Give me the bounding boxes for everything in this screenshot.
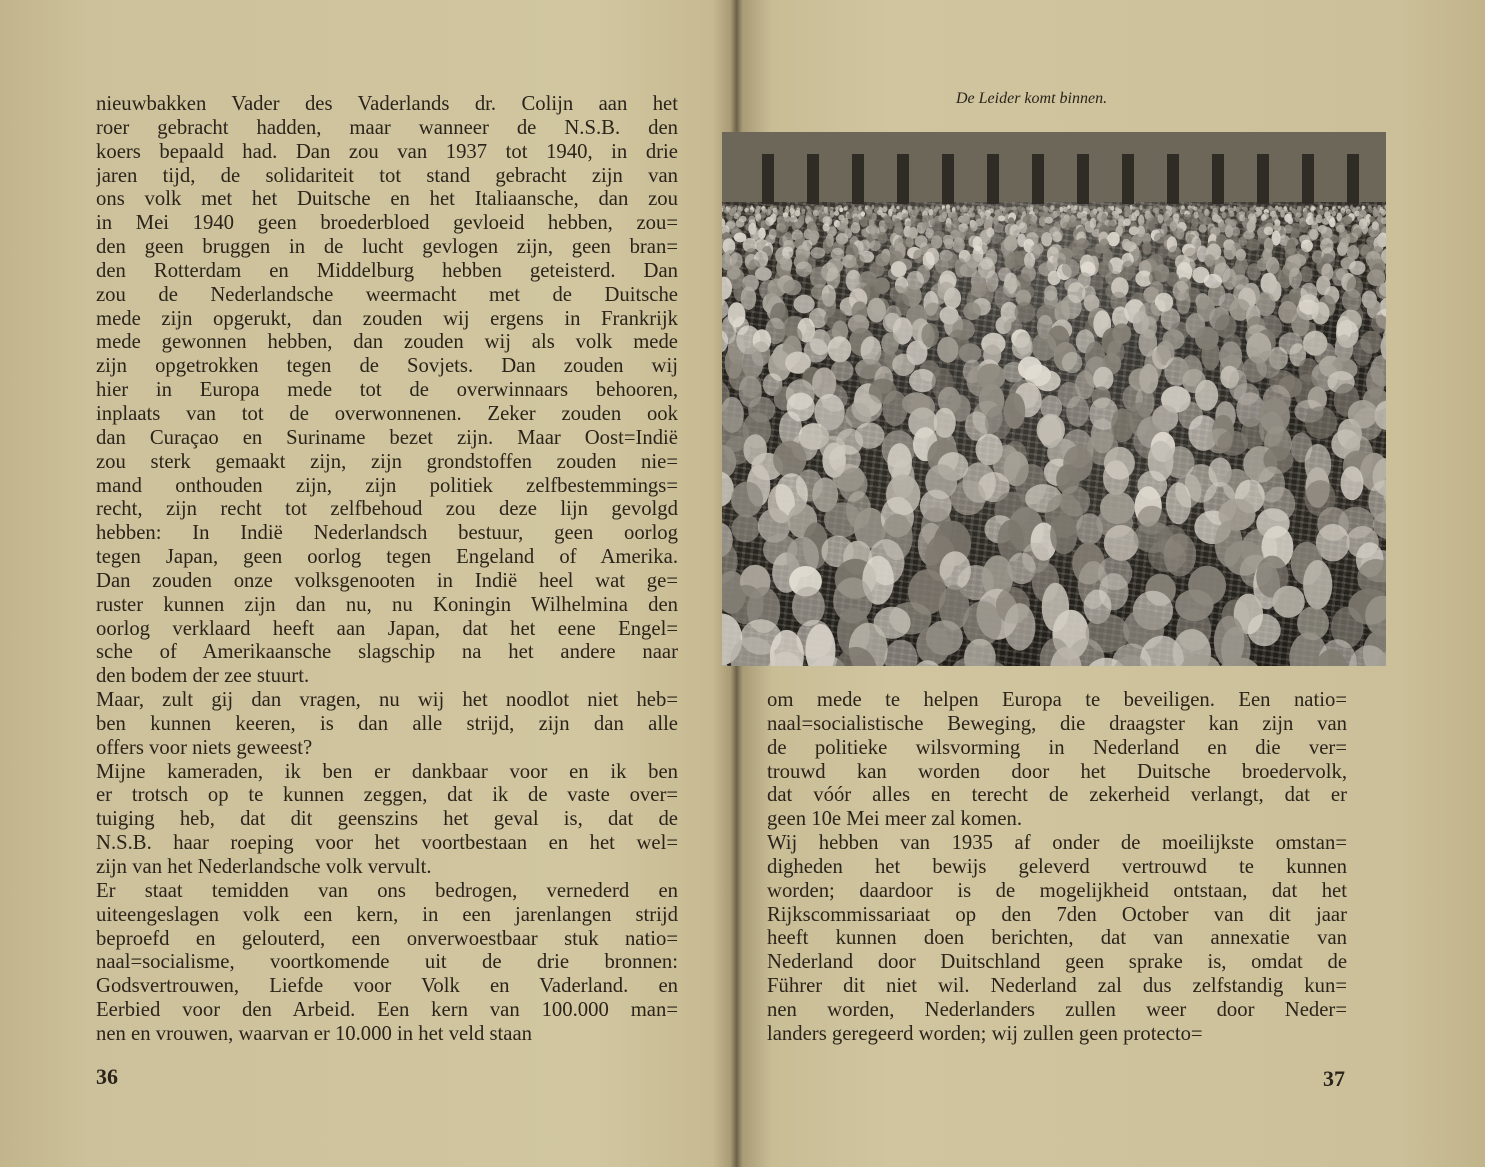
crowd-head xyxy=(867,298,886,323)
crowd-head xyxy=(1199,224,1207,232)
left-body-text xyxy=(96,93,678,1047)
text-line: Maar, zult gij dan vragen, nu wij het noodlot niet heb= xyxy=(96,689,678,712)
crowd-head xyxy=(1176,228,1184,239)
crowd-head xyxy=(1300,221,1309,232)
crowd-head xyxy=(1331,211,1336,216)
crowd-photograph xyxy=(722,132,1386,666)
crowd-head xyxy=(777,210,783,216)
text-line: dan Curaçao en Suriname bezet zijn. Maar Oost=Indië xyxy=(96,426,678,449)
text-line: worden; daardoor is de mogelijkheid ontstaan, dat het xyxy=(767,879,1347,902)
crowd-head xyxy=(1256,209,1262,216)
text-line: uiteengeslagen volk een kern, in een jarenlangen strijd xyxy=(96,903,678,926)
crowd-head xyxy=(1090,205,1094,209)
crowd-head xyxy=(1220,207,1225,212)
text-line: heeft kunnen doen berichten, dat van annexatie van xyxy=(767,927,1347,950)
banner-stripe xyxy=(807,154,819,204)
text-line: ben kunnen keeren, is dan alle strijd, zijn dan alle xyxy=(96,712,678,735)
crowd-head xyxy=(828,336,852,362)
crowd-head xyxy=(1139,205,1142,210)
banner-stripe xyxy=(1257,154,1269,204)
text-line: Rijkscommissariaat op den 7den October van dit jaar xyxy=(767,903,1347,926)
banner-stripe xyxy=(852,154,864,204)
crowd-head xyxy=(921,323,939,347)
banner-stripe xyxy=(942,154,954,204)
crowd-head xyxy=(1224,243,1236,260)
text-line: er trotsch op te kunnen zeggen, dat ik de vaste over= xyxy=(96,784,678,807)
crowd-head xyxy=(732,514,760,542)
crowd-head xyxy=(1052,231,1062,242)
text-line: hebben: In Indië Nederlandsch bestuur, geen oorlog xyxy=(96,522,678,545)
crowd-head xyxy=(944,238,953,249)
text-line: Mijne kameraden, ik ben er dankbaar voor en ik ben xyxy=(96,760,678,783)
crowd-head xyxy=(845,205,849,210)
text-line: nieuwbakken Vader des Vaderlands dr. Colijn aan het xyxy=(96,93,678,115)
crowd-head xyxy=(1305,406,1337,439)
crowd-head xyxy=(1193,207,1197,211)
text-line: den bodem der zee stuurt. xyxy=(96,665,310,688)
crowd-head xyxy=(792,222,801,231)
crowd-head xyxy=(1031,333,1056,361)
banner-stripe xyxy=(1212,154,1224,204)
crowd-head xyxy=(892,354,915,376)
text-line: N.S.B. haar roeping voor het voortbestaan en het wel= xyxy=(96,832,678,855)
hall-background xyxy=(722,132,1386,202)
crowd-head xyxy=(1049,209,1053,213)
crowd-head xyxy=(860,217,868,228)
banner-stripe xyxy=(762,154,774,204)
text-line: zou de Nederlandsche weermacht met de Duitsche xyxy=(96,283,678,306)
crowd-head xyxy=(1312,302,1330,325)
text-line: ruster kunnen zijn dan nu, nu Koningin Wilhelmina den xyxy=(96,593,678,616)
crowd-head xyxy=(759,206,762,210)
text-line: beproefd en gelouterd, een onverwoestbaar stuk natio= xyxy=(96,927,678,950)
banner-stripe xyxy=(1032,154,1044,204)
crowd-head xyxy=(859,240,870,253)
crowd-head xyxy=(994,223,1003,233)
crowd-head xyxy=(1287,217,1293,224)
text-line: ons volk met het Duitsche en het Italiaansche, dan zou xyxy=(96,188,678,211)
crowd-head xyxy=(1198,208,1202,212)
crowd-head xyxy=(970,212,976,217)
crowd-head xyxy=(882,207,887,213)
text-line: tuiging heb, dat dit geenszins het geval is, dat de xyxy=(96,808,678,831)
text-line: mede zijn opgerukt, dan zouden wij ergens in Frankrijk xyxy=(96,307,678,330)
crowd-head xyxy=(995,205,998,209)
crowd-head xyxy=(1035,370,1061,391)
text-line: mede gewonnen hebben, dan zouden wij als volk mede xyxy=(96,331,678,354)
crowd-head xyxy=(852,394,883,422)
crowd-head xyxy=(766,209,771,216)
page-number-left: 36 xyxy=(96,1064,118,1089)
crowd-head xyxy=(1272,586,1304,618)
crowd-head xyxy=(1344,216,1353,224)
banner-stripe xyxy=(987,154,999,204)
crowd-head xyxy=(1201,341,1220,371)
text-line: zou sterk gemaakt zijn, zijn grondstoffen zouden nie= xyxy=(96,450,678,473)
crowd-head xyxy=(913,250,924,263)
crowd-head xyxy=(755,267,772,281)
crowd-head xyxy=(870,240,881,251)
crowd-head xyxy=(937,337,958,363)
crowd-head xyxy=(1305,205,1309,208)
crowd-head xyxy=(1284,209,1288,213)
crowd-head xyxy=(734,213,739,219)
crowd-head xyxy=(1204,209,1209,217)
crowd-head xyxy=(1291,228,1300,238)
crowd-head xyxy=(882,391,907,427)
text-line: recht, zijn recht tot zelfbehoud zou deze lijn gevolgd xyxy=(96,498,678,521)
crowd-head xyxy=(924,303,942,321)
banner-stripe xyxy=(1077,154,1089,204)
crowd-head xyxy=(1381,209,1386,216)
right-body-text xyxy=(767,689,1347,1047)
crowd-head xyxy=(1131,212,1137,221)
crowd-head xyxy=(1248,614,1281,646)
text-line: Eerbied voor den Arbeid. Een kern van 100.000 man= xyxy=(96,999,678,1022)
crowd-head xyxy=(964,207,968,212)
crowd-head xyxy=(783,280,801,296)
crowd-head xyxy=(722,299,729,320)
text-line: zijn van het Nederlandsche volk vervult. xyxy=(96,856,432,878)
text-line: digheden het bewijs geleverd vertrouwd te kunnen xyxy=(767,855,1347,878)
text-line: Er staat temidden van ons bedrogen, vernederd en xyxy=(96,879,678,902)
text-line: om mede te helpen Europa te beveiligen. Een natio= xyxy=(767,689,1347,711)
crowd-head xyxy=(1004,236,1018,252)
text-line: zijn opgetrokken tegen de Sovjets. Dan zouden wij xyxy=(96,355,678,378)
crowd-head xyxy=(839,207,843,212)
crowd-head xyxy=(1368,225,1379,237)
crowd-head xyxy=(957,205,960,210)
crowd-head xyxy=(885,640,918,666)
crowd-head xyxy=(1345,205,1349,209)
crowd-head xyxy=(909,369,936,392)
crowd-head xyxy=(1318,210,1325,216)
crowd-head xyxy=(963,302,981,320)
crowd-head xyxy=(984,210,991,217)
text-line: Godsvertrouwen, Liefde voor Volk en Vaderland. en xyxy=(96,975,678,998)
crowd-head xyxy=(932,209,936,216)
crowd-head xyxy=(1362,206,1366,210)
crowd-head xyxy=(893,208,897,212)
crowd-head xyxy=(1154,207,1159,211)
crowd-head xyxy=(1218,431,1249,456)
crowd-head xyxy=(1045,217,1053,224)
text-line: Wij hebben van 1935 af onder de moeilijkste omstan= xyxy=(767,832,1347,855)
crowd-head xyxy=(747,210,753,216)
crowd-head xyxy=(891,261,907,277)
crowd-head xyxy=(1353,339,1372,366)
text-line: oorlog verklaard heeft aan Japan, dat het eene Engel= xyxy=(96,617,678,640)
crowd-head xyxy=(1060,207,1064,213)
crowd-head xyxy=(1385,205,1387,210)
text-line: roer gebracht hadden, maar wanneer de N.S.B. den xyxy=(96,116,678,139)
banner-stripe xyxy=(1347,154,1359,204)
crowd-head xyxy=(1041,232,1052,246)
crowd-head xyxy=(810,247,825,258)
crowd-head xyxy=(773,441,806,478)
text-line: Nederland door Duitschland geen sprake is, omdat de xyxy=(767,951,1347,974)
text-line: trouwd kan worden door het Duitsche broedervolk, xyxy=(767,760,1347,783)
text-line: naal=socialisme, voortkomende uit de drie bronnen: xyxy=(96,951,678,974)
text-line: in Mei 1940 geen broederbloed gevloeid hebben, zou= xyxy=(96,212,678,235)
crowd-head xyxy=(1362,225,1369,234)
crowd-head xyxy=(1149,206,1153,209)
crowd-head xyxy=(896,206,899,210)
banner-stripe xyxy=(1302,154,1314,204)
crowd-head xyxy=(1264,227,1274,236)
crowd-head xyxy=(1011,251,1023,270)
text-line: koers bepaald had. Dan zou van 1937 tot 1940, in drie xyxy=(96,140,678,163)
crowd-head xyxy=(1166,482,1191,524)
text-line: naal=socialistische Beweging, die draagster kan zijn van xyxy=(767,712,1347,735)
crowd-head xyxy=(847,213,853,219)
text-line: landers geregeerd worden; wij zullen geen protecto= xyxy=(767,1022,1203,1045)
crowd-head xyxy=(1044,207,1049,212)
crowd-head xyxy=(1048,271,1061,285)
crowd-head xyxy=(1111,206,1115,211)
crowd-head xyxy=(938,214,946,222)
crowd-head xyxy=(1012,336,1033,359)
crowd-head xyxy=(834,211,839,216)
crowd-head xyxy=(1103,460,1129,495)
page-number-right: 37 xyxy=(1323,1066,1345,1091)
crowd-head xyxy=(916,627,950,665)
text-line: de politieke wilsvorming in Nederland en die ver= xyxy=(767,736,1347,759)
text-line: jaren tijd, de solidariteit tot stand gebracht zijn van xyxy=(96,164,678,187)
crowd-head xyxy=(1062,352,1082,373)
photo-caption: De Leider komt binnen. xyxy=(956,90,1108,107)
crowd-head xyxy=(726,212,733,220)
crowd-head xyxy=(731,482,763,518)
crowd-head xyxy=(991,233,1001,243)
crowd-head xyxy=(1338,206,1341,209)
text-line: hier in Europa mede tot de overwinnaars behooren, xyxy=(96,379,678,402)
crowd-head xyxy=(1335,334,1353,361)
crowd-head xyxy=(1300,266,1312,282)
crowd-head xyxy=(1362,216,1370,227)
crowd-head xyxy=(1322,218,1330,225)
text-line: Dan zouden onze volksgenooten in Indië heel wat ge= xyxy=(96,569,678,592)
crowd-head xyxy=(1341,466,1364,500)
text-line: dat vóór alles en terecht de zekerheid verlangt, dat er xyxy=(767,784,1347,807)
crowd-head xyxy=(1309,229,1318,240)
left-page xyxy=(0,0,722,1167)
text-line: sche of Amerikaansche slagschip na het andere naar xyxy=(96,641,678,664)
crowd-head xyxy=(931,205,935,209)
crowd-head xyxy=(1026,206,1030,210)
crowd-head xyxy=(1104,525,1139,561)
crowd-head xyxy=(1163,533,1196,576)
banner-stripe xyxy=(1122,154,1134,204)
crowd-head xyxy=(796,261,812,276)
crowd-head xyxy=(1329,218,1336,228)
text-line: nen en vrouwen, waarvan er 10.000 in het veld staan xyxy=(96,1022,533,1045)
text-line: inplaats van tot de overwonnenen. Zeker zouden ook xyxy=(96,402,678,425)
text-line: tegen Japan, geen oorlog tegen Engeland of Amerika. xyxy=(96,546,678,569)
crowd-head xyxy=(1246,238,1260,251)
crowd-head xyxy=(794,295,815,313)
banner-stripe xyxy=(897,154,909,204)
crowd-head xyxy=(792,587,825,627)
crowd-head xyxy=(1030,215,1037,225)
crowd-head xyxy=(888,209,892,217)
text-line: nen worden, Nederlanders zullen weer door Neder= xyxy=(767,998,1347,1021)
crowd-head xyxy=(1262,213,1269,219)
text-line: Führer dit niet wil. Nederland zal dus zelfstandig kun= xyxy=(767,975,1347,998)
text-line: mand onthouden zijn, zijn politiek zelfbestemmings= xyxy=(96,474,678,497)
crowd-head xyxy=(1349,261,1365,275)
crowd-head xyxy=(1158,214,1164,223)
text-line: offers voor niets geweest? xyxy=(96,736,313,759)
crowd-image xyxy=(722,132,1386,666)
crowd-head xyxy=(951,480,986,515)
crowd-head xyxy=(1243,207,1248,212)
right-page xyxy=(736,0,1485,1167)
text-line: geen 10e Mei meer zal komen. xyxy=(767,808,1023,831)
crowd-head xyxy=(1320,205,1323,210)
crowd-head xyxy=(1295,215,1300,222)
crowd-head xyxy=(1055,210,1061,216)
text-line: den geen bruggen in de lucht gevlogen zijn, geen bran= xyxy=(96,236,678,259)
crowd-head xyxy=(1004,603,1036,650)
crowd-head xyxy=(851,222,861,233)
crowd-head xyxy=(1142,241,1152,255)
crowd-head xyxy=(1062,259,1080,277)
crowd-head xyxy=(1289,268,1302,289)
crowd-head xyxy=(1123,219,1131,226)
crowd-head xyxy=(944,287,961,309)
crowd-head xyxy=(1176,290,1190,314)
crowd-head xyxy=(1062,222,1071,230)
banner-stripe xyxy=(1167,154,1179,204)
crowd-head xyxy=(1303,560,1332,609)
crowd-head xyxy=(1231,227,1241,237)
crowd-head xyxy=(1247,263,1261,280)
text-line: den Rotterdam en Middelburg hebben geteisterd. Dan xyxy=(96,259,678,282)
crowd-head xyxy=(1050,514,1077,554)
crowd-head xyxy=(1066,396,1089,427)
